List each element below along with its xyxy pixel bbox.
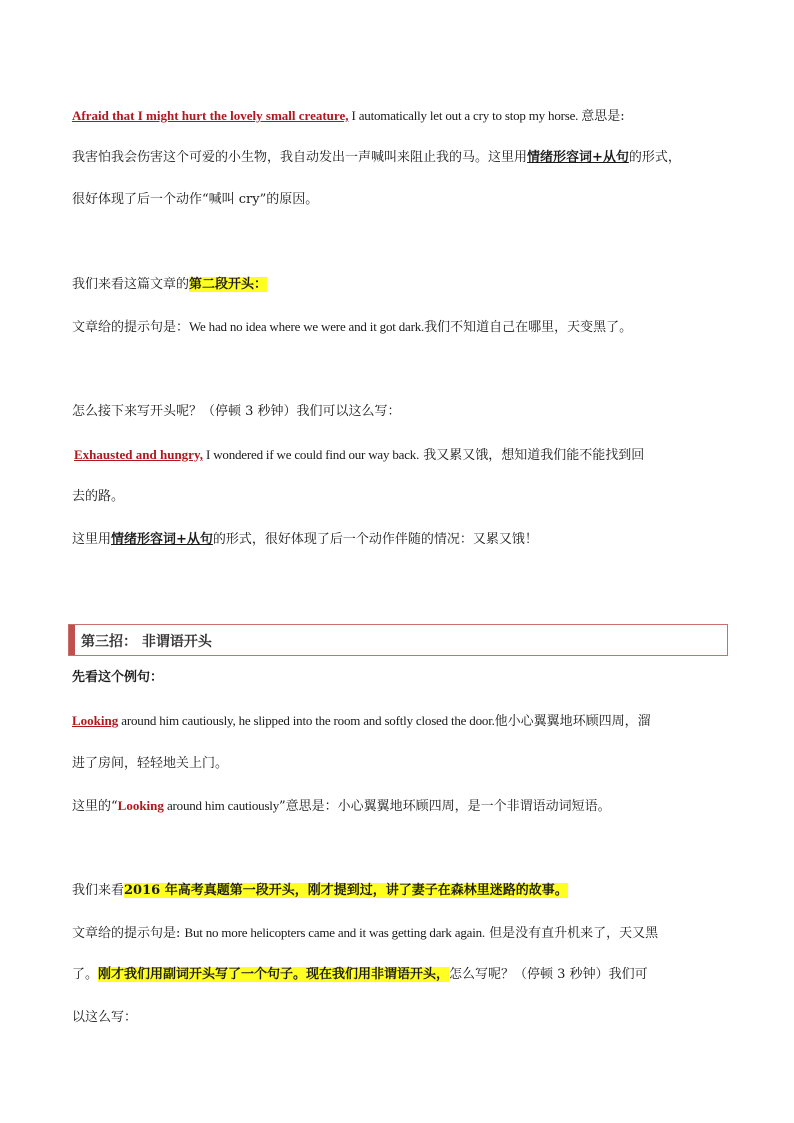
- p1-line3: [72, 190, 318, 210]
- hint-english: We had no idea where we were and it got dark.: [189, 319, 425, 334]
- meaning-label: 意思是:: [581, 109, 625, 124]
- p2-example: [74, 445, 644, 466]
- translation-text-end: 的形式，: [628, 150, 681, 165]
- explanation-text-end: ”意思是：小心翼翼地环顾四周，是一个非谓语动词短语。: [279, 799, 611, 814]
- note-text: 这里用: [72, 532, 112, 547]
- example-translation: 他小心翼翼地环顾四周，溜: [494, 714, 651, 729]
- p4-line2: [72, 965, 648, 985]
- explanation-text: 很好体现了后一个动作“喊叫 cry”的原因。: [72, 192, 319, 207]
- highlight-heading: 2016 年高考真题第一段开头，刚才提到过，讲了妻子在森林里迷路的故事。: [124, 883, 568, 898]
- p1-line1: [72, 106, 625, 127]
- key-pattern: 情绪形容词+从句: [111, 532, 213, 547]
- example-translation-cont: 去的路。: [72, 489, 125, 504]
- hint-chinese: 我们不知道自己在哪里，天变黑了。: [424, 320, 633, 335]
- example-lead-phrase: Afraid that I might hurt the lovely small creature,: [72, 108, 349, 123]
- p4-intro: [72, 881, 568, 901]
- section-title: 第三招： 非谓语开头: [81, 634, 212, 650]
- example-lead-word: Looking: [72, 713, 119, 728]
- example-translation-cont: 进了房间，轻轻地关上门。: [72, 756, 229, 771]
- hint-label: 文章给的提示句是：: [72, 320, 190, 335]
- section-accent-bar: [69, 625, 75, 655]
- example-translation: 我又累又饿，想知道我们能不能找到回: [419, 448, 645, 463]
- p4-line3: [72, 1008, 137, 1028]
- key-pattern: 情绪形容词+从句: [527, 150, 629, 165]
- p3-explanation: [72, 796, 611, 817]
- highlight-text: 刚才我们用副词开头写了一个句子。现在我们用非谓语开头，: [98, 967, 450, 982]
- p4-hint: [72, 923, 658, 944]
- hint-label: 文章给的提示句是:: [72, 926, 185, 941]
- subheading: 先看这个例句：: [72, 670, 164, 685]
- p2-intro: [72, 275, 267, 295]
- text: 了。: [72, 967, 99, 982]
- p2-question: [72, 402, 401, 422]
- intro-text: 我们来看这篇文章的: [72, 277, 190, 292]
- hint-english: But no more helicopters came and it was getting dark again.: [184, 925, 485, 940]
- highlighted-word: Looking: [117, 798, 164, 813]
- question-text: 怎么接下来写开头呢？（停顿 3 秒钟）我们可以这么写：: [72, 404, 401, 419]
- p1-line2: [72, 148, 681, 168]
- example-sentence: around him cautiously, he slipped into the room and softly closed the door.: [118, 713, 495, 728]
- hint-chinese: 但是没有直升机来了，天又黑: [484, 926, 659, 941]
- intro-text: 我们来看: [72, 883, 125, 898]
- text-end: 以这么写：: [72, 1010, 138, 1025]
- example-sentence: I automatically let out a cry to stop my horse.: [348, 108, 582, 123]
- note-text-end: 的形式，很好体现了后一个动作伴随的情况：又累又饿！: [212, 532, 538, 547]
- phrase-english: around him cautiously: [163, 798, 280, 813]
- p3-example-cont: [72, 754, 228, 774]
- example-lead-phrase: Exhausted and hungry,: [74, 447, 203, 462]
- translation-text: 我害怕我会伤害这个可爱的小生物，我自动发出一声喊叫来阻止我的马。这里用: [72, 150, 528, 165]
- p3-heading: [72, 668, 163, 688]
- highlight-heading: 第二段开头：: [189, 277, 268, 292]
- p2-note: [72, 530, 538, 550]
- p3-example: [72, 711, 651, 732]
- explanation-text: 这里的“: [72, 799, 118, 814]
- p2-example-cont: [72, 487, 124, 507]
- question-text: 怎么写呢？（停顿 3 秒钟）我们可: [449, 967, 648, 982]
- p2-hint: [72, 317, 632, 338]
- section-heading-box: [68, 624, 728, 656]
- example-sentence: I wondered if we could find our way back.: [202, 447, 420, 462]
